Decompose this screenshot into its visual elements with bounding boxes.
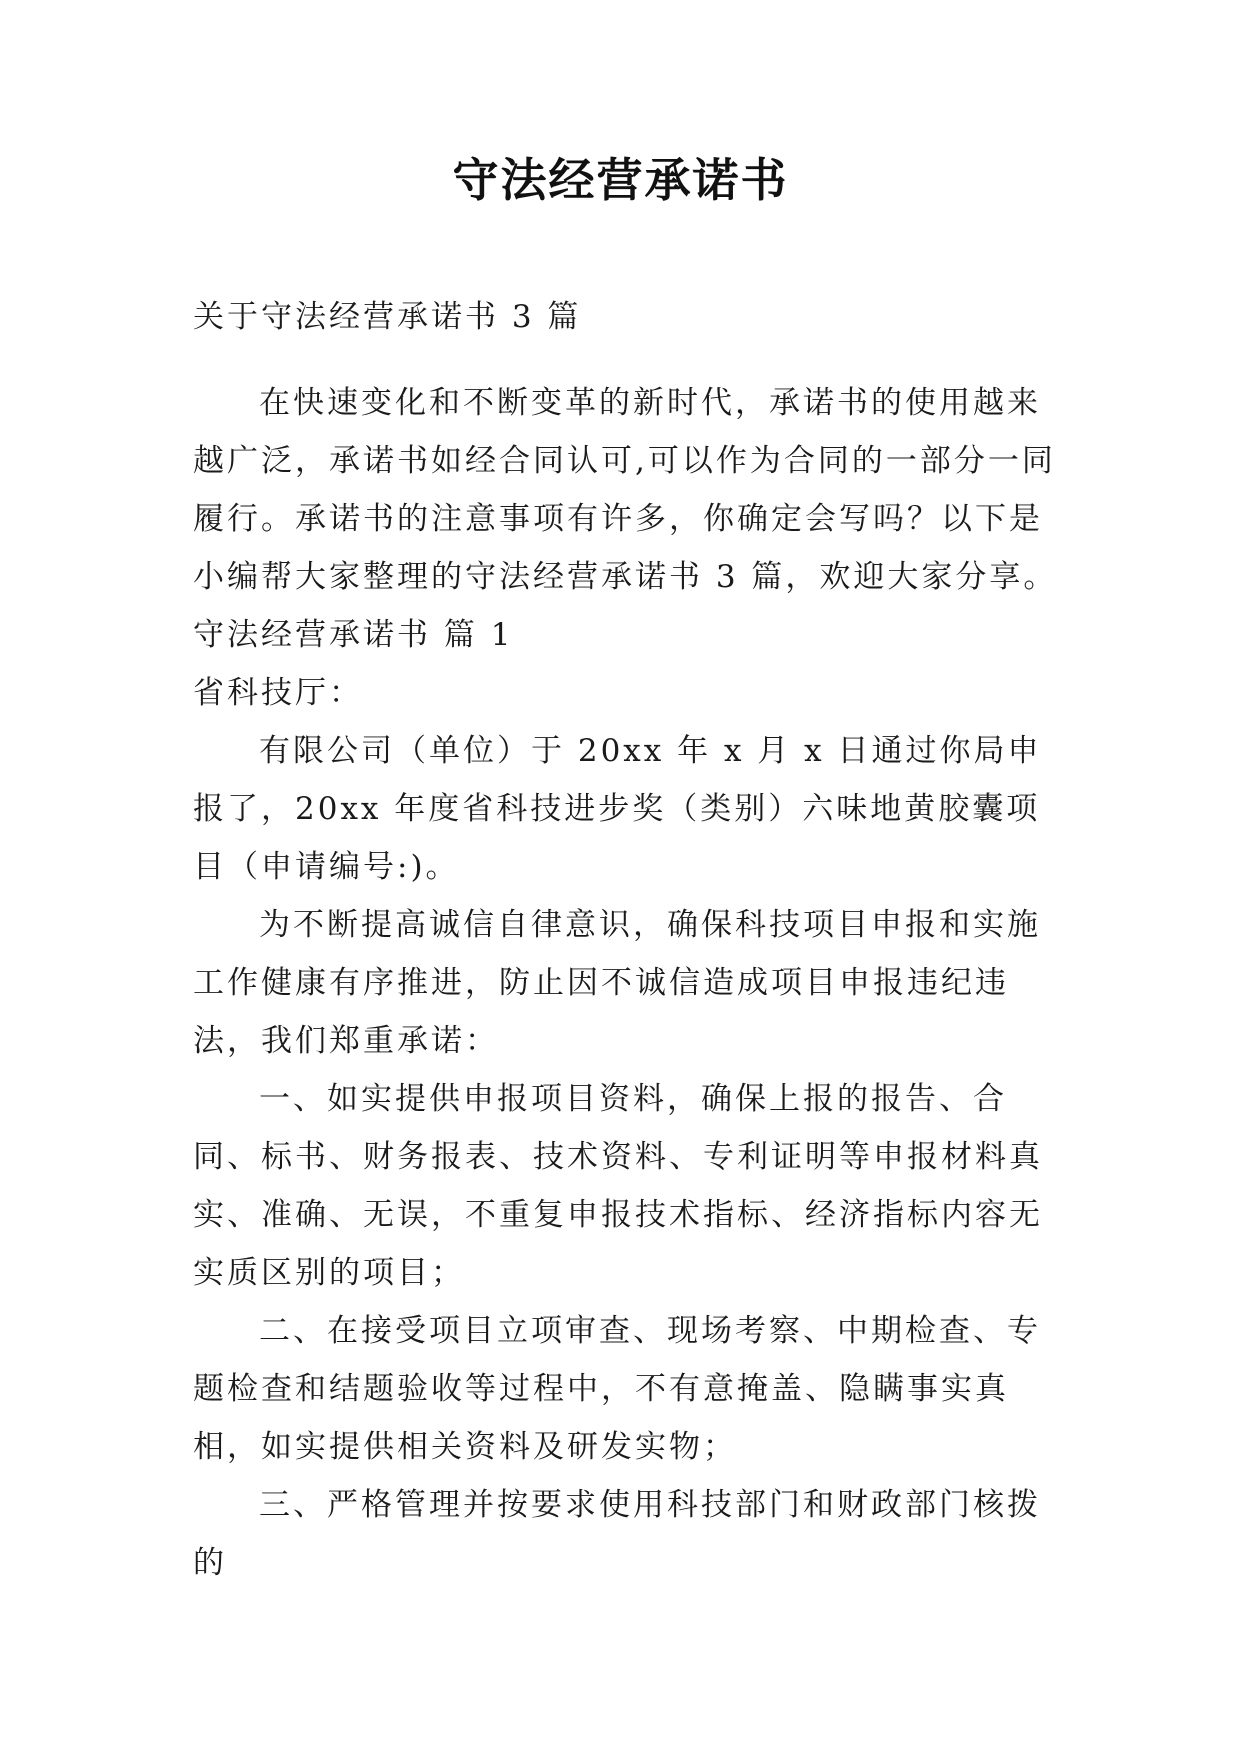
document-subtitle: 关于守法经营承诺书 3 篇 bbox=[193, 299, 582, 335]
document-title: 守法经营承诺书 bbox=[452, 153, 789, 207]
salutation: 省科技厅： bbox=[193, 675, 363, 711]
paragraph-2: 为不断提高诚信自律意识，确保科技项目申报和实施工作健康有序推进，防止因不诚信造成项目申报违纪违法，我们郑重承诺： bbox=[193, 907, 1041, 1059]
commitment-item-2: 二、在接受项目立项审查、现场考察、中期检查、专题检查和结题验收等过程中，不有意掩盖、隐瞒事实真相，如实提供相关资料及研发实物； bbox=[193, 1313, 1041, 1465]
commitment-item-1: 一、如实提供申报项目资料，确保上报的报告、合同、标书、财务报表、技术资料、专利证明等申报材料真实、准确、无误，不重复申报技术指标、经济指标内容无实质区别的项目； bbox=[193, 1081, 1043, 1291]
intro-paragraph: 在快速变化和不断变革的新时代，承诺书的使用越来越广泛，承诺书如经合同认可,可以作为合同的一部分一同履行。承诺书的注意事项有许多，你确定会写吗？以下是小编帮大家整理的守法经营承诺书 3 篇，欢迎大家分享。 bbox=[193, 385, 1058, 595]
section-heading: 守法经营承诺书 篇 1 bbox=[193, 617, 514, 653]
document-body bbox=[193, 374, 1059, 1592]
paragraph-1: 有限公司（单位）于 20xx 年 x 月 x 日通过你局申报了，20xx 年度省科技进步奖（类别）六味地黄胶囊项目（申请编号:)。 bbox=[193, 733, 1042, 885]
commitment-item-3: 三、严格管理并按要求使用科技部门和财政部门核拨的 bbox=[193, 1487, 1041, 1581]
